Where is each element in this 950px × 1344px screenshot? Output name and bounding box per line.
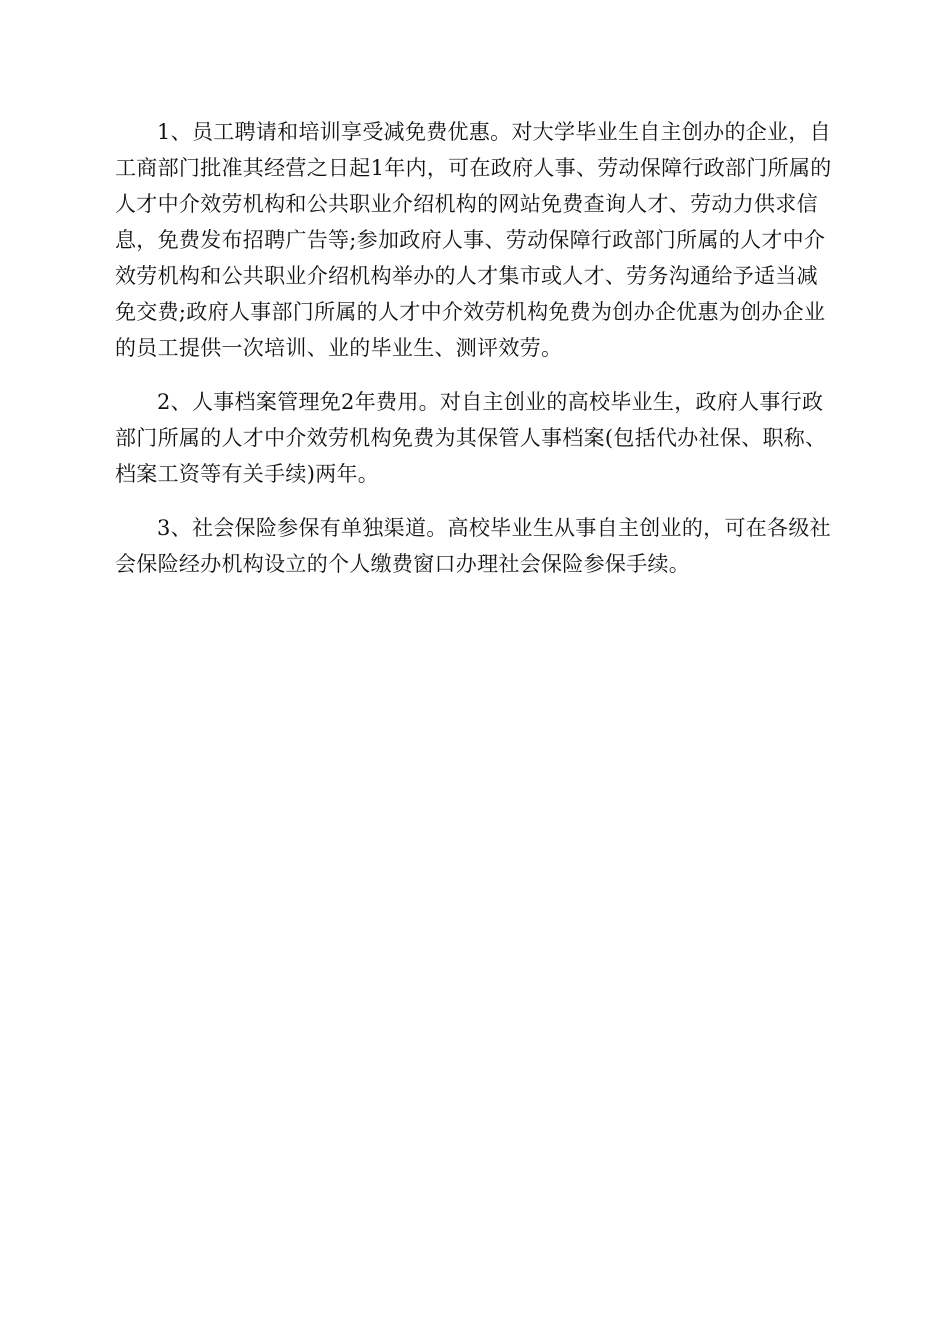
paragraph-social-insurance: 3、社会保险参保有单独渠道。高校毕业生从事自主创业的，可在各级社会保险经办机构设立的个人缴费窗口办理社会保险参保手续。 xyxy=(115,516,831,576)
paragraph-employee-hiring-training: 1、员工聘请和培训享受减免费优惠。对大学毕业生自主创办的企业，自工商部门批准其经营之日起1年内，可在政府人事、劳动保障行政部门所属的人才中介效劳机构和公共职业介绍机构的网站免费查询人才、劳动力供求信息，免费发布招聘广告等;参加政府人事、劳动保障行政部门所属的人才中介效劳机构和公共职业介绍机构举办的人才集市或人才、劳务沟通给予适当减免交费;政府人事部门所属的人才中介效劳机构免费为创办企优惠为创办企业的员工提供一次培训、业的毕业生、测评效劳。 xyxy=(115,120,832,360)
paragraph-personnel-archive: 2、人事档案管理免2年费用。对自主创业的高校毕业生，政府人事行政部门所属的人才中介效劳机构免费为其保管人事档案(包括代办社保、职称、档案工资等有关手续)两年。 xyxy=(115,390,827,486)
document-body xyxy=(115,114,835,600)
